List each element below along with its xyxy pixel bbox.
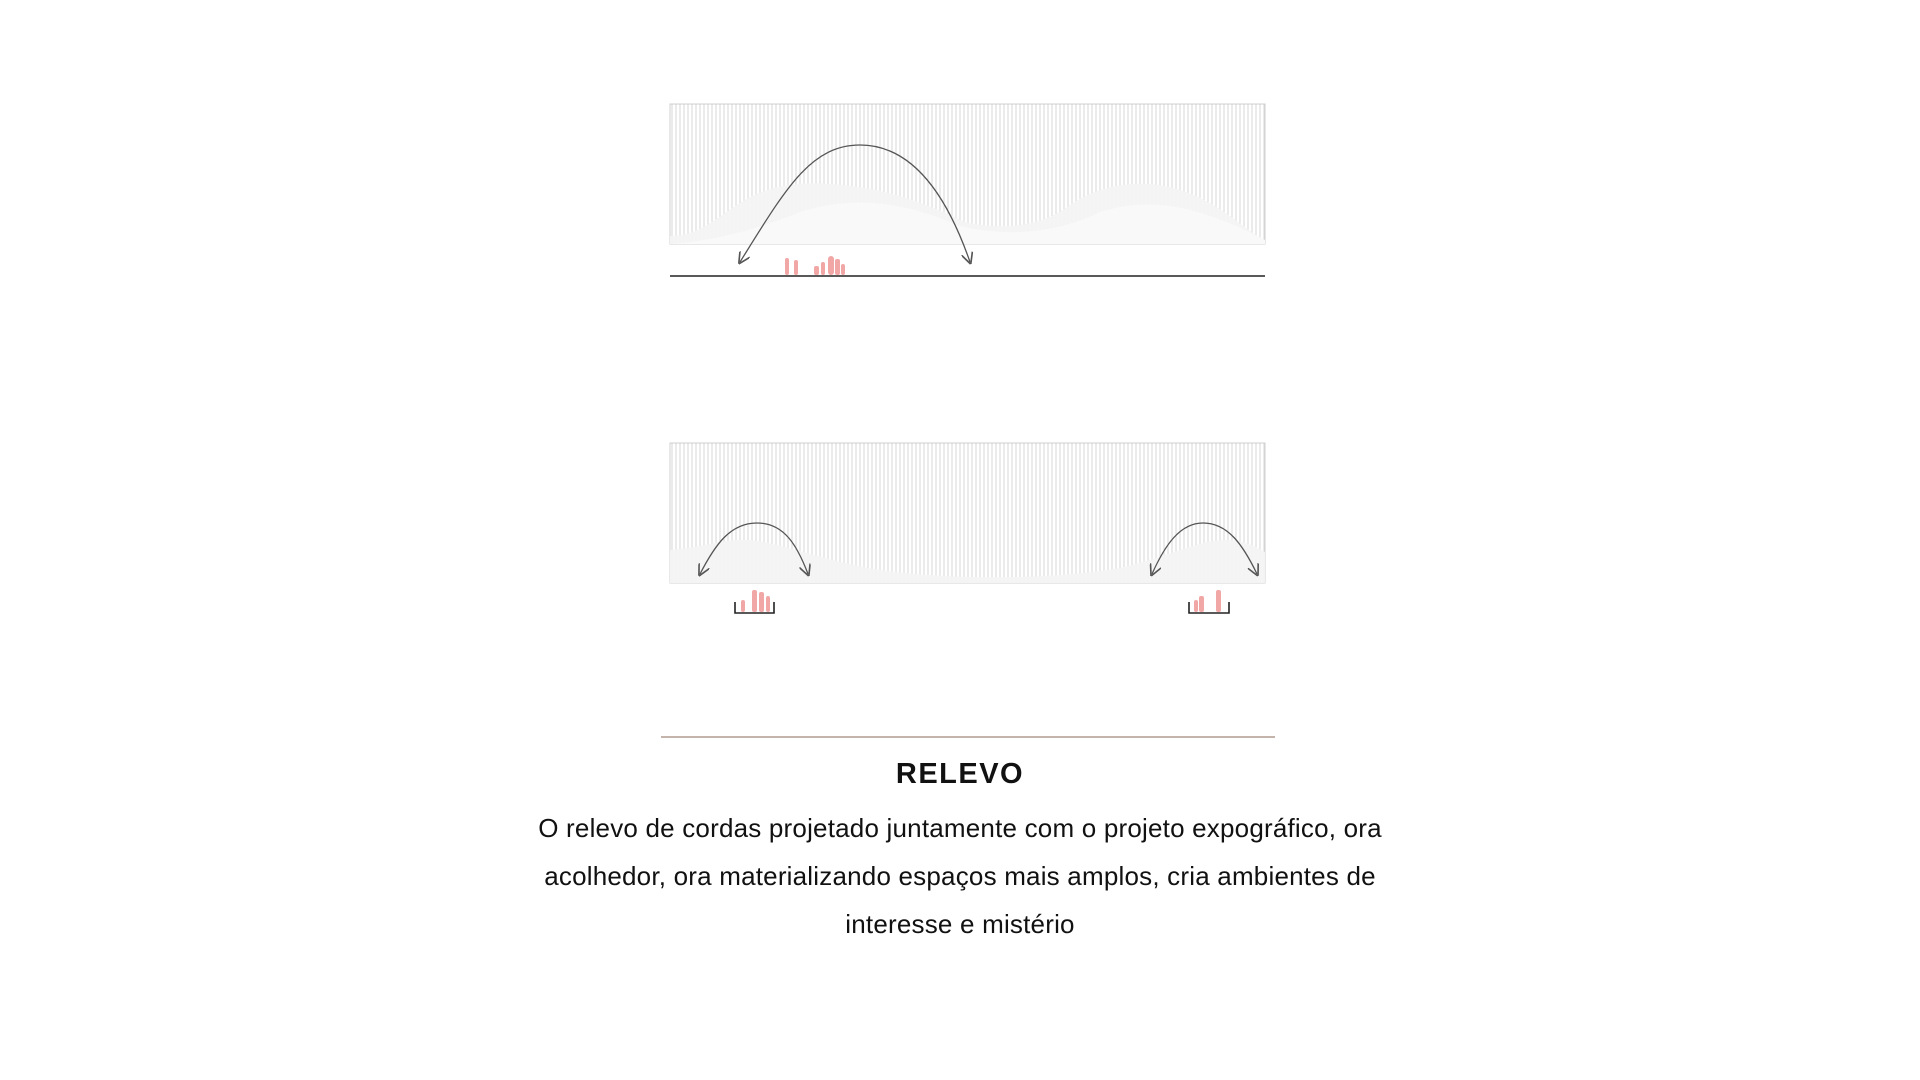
section-diagram-bottom: [670, 443, 1265, 613]
people-group-bottom-left: [741, 590, 770, 612]
people-group-bottom-right: [1194, 590, 1221, 612]
section-diagram-top: [670, 104, 1265, 276]
caption-block: [460, 752, 1460, 948]
caption-title: RELEVO: [895, 758, 1025, 790]
people-group-top: [785, 256, 845, 275]
caption-body: O relevo de cordas projetado juntamente com o projeto expográfico, ora acolhedor, ora materializando espaços mais amplos, cria ambientes de interesse e mistério: [538, 813, 1382, 939]
